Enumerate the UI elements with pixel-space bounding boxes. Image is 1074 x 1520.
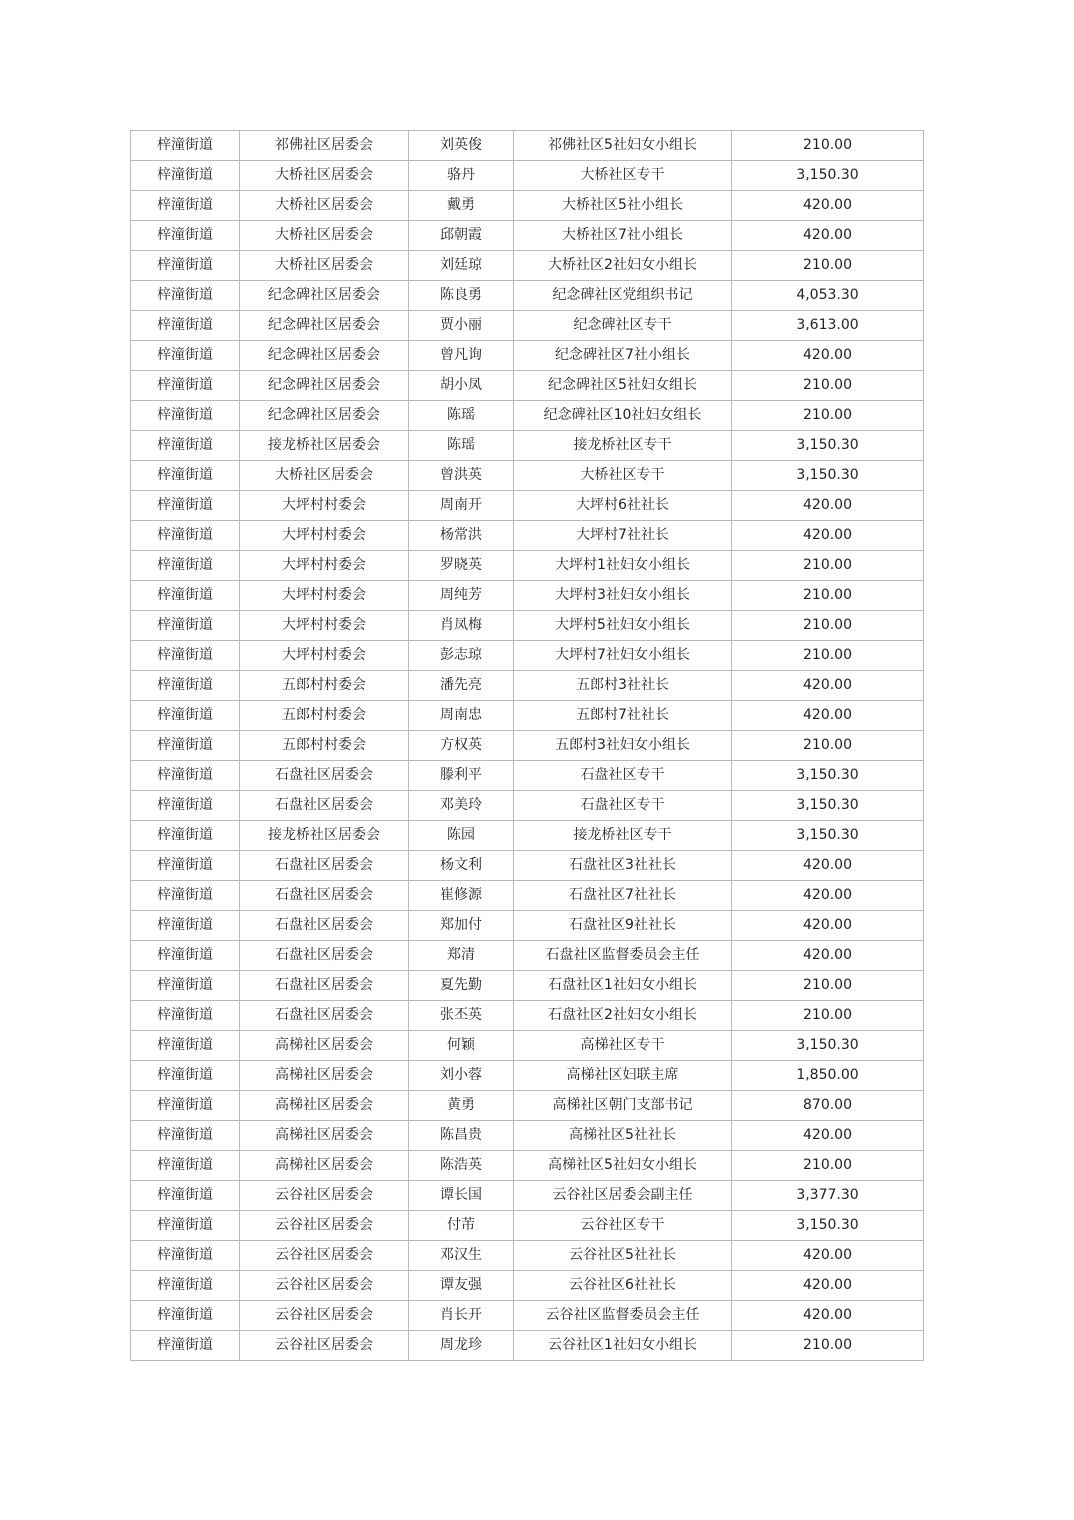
table-row [131, 821, 924, 851]
name-cell: 崔修源 [409, 881, 514, 911]
street-cell: 梓潼街道 [131, 911, 240, 941]
committee-cell: 高梯社区居委会 [240, 1031, 409, 1061]
street-cell: 梓潼街道 [131, 941, 240, 971]
table-row [131, 731, 924, 761]
position-cell: 接龙桥社区专干 [514, 821, 732, 851]
position-cell: 石盘社区专干 [514, 761, 732, 791]
position-cell: 高梯社区妇联主席 [514, 1061, 732, 1091]
street-cell: 梓潼街道 [131, 191, 240, 221]
committee-cell: 大坪村村委会 [240, 611, 409, 641]
table-row [131, 1151, 924, 1181]
committee-cell: 石盘社区居委会 [240, 971, 409, 1001]
name-cell: 周纯芳 [409, 581, 514, 611]
committee-cell: 云谷社区居委会 [240, 1211, 409, 1241]
position-cell: 云谷社区居委会副主任 [514, 1181, 732, 1211]
amount-cell: 420.00 [732, 191, 924, 221]
committee-cell: 云谷社区居委会 [240, 1271, 409, 1301]
amount-cell: 420.00 [732, 881, 924, 911]
name-cell: 周南开 [409, 491, 514, 521]
committee-cell: 纪念碑社区居委会 [240, 401, 409, 431]
position-cell: 大坪村1社妇女小组长 [514, 551, 732, 581]
street-cell: 梓潼街道 [131, 1241, 240, 1271]
position-cell: 高梯社区5社妇女小组长 [514, 1151, 732, 1181]
position-cell: 云谷社区5社社长 [514, 1241, 732, 1271]
amount-cell: 210.00 [732, 1151, 924, 1181]
table-row [131, 431, 924, 461]
committee-cell: 接龙桥社区居委会 [240, 431, 409, 461]
street-cell: 梓潼街道 [131, 851, 240, 881]
amount-cell: 3,150.30 [732, 821, 924, 851]
street-cell: 梓潼街道 [131, 1121, 240, 1151]
table-row [131, 1181, 924, 1211]
table-row [131, 611, 924, 641]
name-cell: 陈园 [409, 821, 514, 851]
table-row [131, 1271, 924, 1301]
position-cell: 大坪村7社妇女小组长 [514, 641, 732, 671]
amount-cell: 3,150.30 [732, 761, 924, 791]
committee-cell: 大坪村村委会 [240, 551, 409, 581]
amount-cell: 210.00 [732, 131, 924, 161]
table-row [131, 881, 924, 911]
name-cell: 郑加付 [409, 911, 514, 941]
amount-cell: 420.00 [732, 851, 924, 881]
position-cell: 纪念碑社区5社妇女组长 [514, 371, 732, 401]
table-row [131, 641, 924, 671]
street-cell: 梓潼街道 [131, 161, 240, 191]
table-row [131, 1211, 924, 1241]
street-cell: 梓潼街道 [131, 761, 240, 791]
table-row [131, 581, 924, 611]
name-cell: 罗晓英 [409, 551, 514, 581]
table-row [131, 281, 924, 311]
street-cell: 梓潼街道 [131, 1151, 240, 1181]
street-cell: 梓潼街道 [131, 1061, 240, 1091]
table-row [131, 551, 924, 581]
name-cell: 滕利平 [409, 761, 514, 791]
name-cell: 邓美玲 [409, 791, 514, 821]
table-row [131, 251, 924, 281]
amount-cell: 1,850.00 [732, 1061, 924, 1091]
amount-cell: 210.00 [732, 971, 924, 1001]
committee-cell: 云谷社区居委会 [240, 1301, 409, 1331]
amount-cell: 420.00 [732, 1271, 924, 1301]
committee-cell: 高梯社区居委会 [240, 1151, 409, 1181]
name-cell: 刘英俊 [409, 131, 514, 161]
table-row [131, 851, 924, 881]
amount-cell: 3,150.30 [732, 161, 924, 191]
name-cell: 潘先亮 [409, 671, 514, 701]
position-cell: 大桥社区2社妇女小组长 [514, 251, 732, 281]
name-cell: 贾小丽 [409, 311, 514, 341]
position-cell: 高梯社区专干 [514, 1031, 732, 1061]
position-cell: 大坪村7社社长 [514, 521, 732, 551]
amount-cell: 210.00 [732, 731, 924, 761]
street-cell: 梓潼街道 [131, 1091, 240, 1121]
amount-cell: 3,377.30 [732, 1181, 924, 1211]
table-row [131, 371, 924, 401]
amount-cell: 870.00 [732, 1091, 924, 1121]
street-cell: 梓潼街道 [131, 551, 240, 581]
amount-cell: 210.00 [732, 371, 924, 401]
position-cell: 高梯社区5社社长 [514, 1121, 732, 1151]
name-cell: 黄勇 [409, 1091, 514, 1121]
table-row [131, 701, 924, 731]
name-cell: 何颖 [409, 1031, 514, 1061]
position-cell: 大桥社区7社小组长 [514, 221, 732, 251]
position-cell: 石盘社区1社妇女小组长 [514, 971, 732, 1001]
name-cell: 肖长开 [409, 1301, 514, 1331]
position-cell: 接龙桥社区专干 [514, 431, 732, 461]
amount-cell: 3,150.30 [732, 791, 924, 821]
position-cell: 云谷社区专干 [514, 1211, 732, 1241]
committee-cell: 石盘社区居委会 [240, 911, 409, 941]
amount-cell: 210.00 [732, 581, 924, 611]
position-cell: 纪念碑社区党组织书记 [514, 281, 732, 311]
position-cell: 大坪村3社妇女小组长 [514, 581, 732, 611]
amount-cell: 420.00 [732, 941, 924, 971]
name-cell: 戴勇 [409, 191, 514, 221]
table-row [131, 191, 924, 221]
name-cell: 付芾 [409, 1211, 514, 1241]
position-cell: 大桥社区专干 [514, 161, 732, 191]
street-cell: 梓潼街道 [131, 311, 240, 341]
position-cell: 云谷社区监督委员会主任 [514, 1301, 732, 1331]
committee-cell: 大坪村村委会 [240, 581, 409, 611]
amount-cell: 420.00 [732, 1121, 924, 1151]
committee-cell: 石盘社区居委会 [240, 941, 409, 971]
amount-cell: 420.00 [732, 671, 924, 701]
street-cell: 梓潼街道 [131, 461, 240, 491]
committee-cell: 石盘社区居委会 [240, 881, 409, 911]
committee-cell: 石盘社区居委会 [240, 791, 409, 821]
position-cell: 五郎村3社妇女小组长 [514, 731, 732, 761]
name-cell: 陈瑶 [409, 431, 514, 461]
committee-cell: 大桥社区居委会 [240, 161, 409, 191]
street-cell: 梓潼街道 [131, 131, 240, 161]
position-cell: 五郎村3社社长 [514, 671, 732, 701]
table-row [131, 401, 924, 431]
position-cell: 大桥社区5社小组长 [514, 191, 732, 221]
committee-cell: 五郎村村委会 [240, 671, 409, 701]
street-cell: 梓潼街道 [131, 281, 240, 311]
name-cell: 彭志琼 [409, 641, 514, 671]
amount-cell: 4,053.30 [732, 281, 924, 311]
amount-cell: 420.00 [732, 221, 924, 251]
name-cell: 胡小凤 [409, 371, 514, 401]
name-cell: 曾洪英 [409, 461, 514, 491]
street-cell: 梓潼街道 [131, 581, 240, 611]
name-cell: 陈良勇 [409, 281, 514, 311]
table-row [131, 491, 924, 521]
position-cell: 纪念碑社区专干 [514, 311, 732, 341]
amount-cell: 210.00 [732, 641, 924, 671]
committee-cell: 大桥社区居委会 [240, 461, 409, 491]
name-cell: 谭长国 [409, 1181, 514, 1211]
name-cell: 周南忠 [409, 701, 514, 731]
street-cell: 梓潼街道 [131, 341, 240, 371]
street-cell: 梓潼街道 [131, 221, 240, 251]
committee-cell: 高梯社区居委会 [240, 1061, 409, 1091]
committee-cell: 云谷社区居委会 [240, 1241, 409, 1271]
street-cell: 梓潼街道 [131, 371, 240, 401]
table-row [131, 761, 924, 791]
committee-cell: 石盘社区居委会 [240, 761, 409, 791]
street-cell: 梓潼街道 [131, 1001, 240, 1031]
name-cell: 夏先勤 [409, 971, 514, 1001]
name-cell: 方权英 [409, 731, 514, 761]
position-cell: 石盘社区专干 [514, 791, 732, 821]
street-cell: 梓潼街道 [131, 881, 240, 911]
table-row [131, 341, 924, 371]
position-cell: 石盘社区3社社长 [514, 851, 732, 881]
committee-cell: 五郎村村委会 [240, 701, 409, 731]
position-cell: 云谷社区6社社长 [514, 1271, 732, 1301]
street-cell: 梓潼街道 [131, 971, 240, 1001]
name-cell: 刘小蓉 [409, 1061, 514, 1091]
committee-cell: 石盘社区居委会 [240, 1001, 409, 1031]
table-row [131, 671, 924, 701]
amount-cell: 3,150.30 [732, 461, 924, 491]
committee-cell: 大桥社区居委会 [240, 221, 409, 251]
position-cell: 石盘社区监督委员会主任 [514, 941, 732, 971]
committee-cell: 纪念碑社区居委会 [240, 341, 409, 371]
street-cell: 梓潼街道 [131, 791, 240, 821]
table-row [131, 971, 924, 1001]
table-row [131, 161, 924, 191]
position-cell: 石盘社区2社妇女小组长 [514, 1001, 732, 1031]
amount-cell: 3,150.30 [732, 431, 924, 461]
position-cell: 纪念碑社区7社小组长 [514, 341, 732, 371]
table-row [131, 791, 924, 821]
amount-cell: 420.00 [732, 1301, 924, 1331]
street-cell: 梓潼街道 [131, 1031, 240, 1061]
committee-cell: 大坪村村委会 [240, 521, 409, 551]
amount-cell: 420.00 [732, 1241, 924, 1271]
name-cell: 陈浩英 [409, 1151, 514, 1181]
table-row [131, 1031, 924, 1061]
committee-cell: 石盘社区居委会 [240, 851, 409, 881]
amount-cell: 420.00 [732, 911, 924, 941]
amount-cell: 3,613.00 [732, 311, 924, 341]
committee-cell: 接龙桥社区居委会 [240, 821, 409, 851]
committee-cell: 五郎村村委会 [240, 731, 409, 761]
name-cell: 杨文利 [409, 851, 514, 881]
table-row [131, 1061, 924, 1091]
amount-cell: 420.00 [732, 341, 924, 371]
table-row [131, 1301, 924, 1331]
table-row [131, 521, 924, 551]
street-cell: 梓潼街道 [131, 731, 240, 761]
position-cell: 大坪村5社妇女小组长 [514, 611, 732, 641]
name-cell: 曾凡询 [409, 341, 514, 371]
street-cell: 梓潼街道 [131, 491, 240, 521]
amount-cell: 210.00 [732, 551, 924, 581]
street-cell: 梓潼街道 [131, 1181, 240, 1211]
name-cell: 骆丹 [409, 161, 514, 191]
amount-cell: 3,150.30 [732, 1031, 924, 1061]
name-cell: 陈瑶 [409, 401, 514, 431]
amount-cell: 210.00 [732, 1001, 924, 1031]
table-row [131, 1091, 924, 1121]
position-cell: 五郎村7社社长 [514, 701, 732, 731]
committee-cell: 纪念碑社区居委会 [240, 371, 409, 401]
committee-cell: 高梯社区居委会 [240, 1091, 409, 1121]
table-row [131, 1331, 924, 1361]
committee-cell: 纪念碑社区居委会 [240, 281, 409, 311]
committee-cell: 大桥社区居委会 [240, 251, 409, 281]
amount-cell: 420.00 [732, 701, 924, 731]
amount-cell: 210.00 [732, 401, 924, 431]
subsidy-table [130, 130, 924, 1361]
name-cell: 杨常洪 [409, 521, 514, 551]
name-cell: 张丕英 [409, 1001, 514, 1031]
committee-cell: 云谷社区居委会 [240, 1331, 409, 1361]
table-row [131, 941, 924, 971]
table-row [131, 1241, 924, 1271]
position-cell: 高梯社区朝门支部书记 [514, 1091, 732, 1121]
committee-cell: 祁佛社区居委会 [240, 131, 409, 161]
position-cell: 祁佛社区5社妇女小组长 [514, 131, 732, 161]
name-cell: 周龙珍 [409, 1331, 514, 1361]
street-cell: 梓潼街道 [131, 431, 240, 461]
position-cell: 云谷社区1社妇女小组长 [514, 1331, 732, 1361]
street-cell: 梓潼街道 [131, 701, 240, 731]
name-cell: 郑清 [409, 941, 514, 971]
street-cell: 梓潼街道 [131, 401, 240, 431]
street-cell: 梓潼街道 [131, 1301, 240, 1331]
amount-cell: 210.00 [732, 251, 924, 281]
street-cell: 梓潼街道 [131, 611, 240, 641]
street-cell: 梓潼街道 [131, 641, 240, 671]
name-cell: 刘廷琼 [409, 251, 514, 281]
table-row [131, 1001, 924, 1031]
table-row [131, 1121, 924, 1151]
street-cell: 梓潼街道 [131, 521, 240, 551]
name-cell: 邱朝霞 [409, 221, 514, 251]
position-cell: 大坪村6社社长 [514, 491, 732, 521]
amount-cell: 3,150.30 [732, 1211, 924, 1241]
position-cell: 大桥社区专干 [514, 461, 732, 491]
committee-cell: 高梯社区居委会 [240, 1121, 409, 1151]
table-row [131, 311, 924, 341]
name-cell: 谭友强 [409, 1271, 514, 1301]
committee-cell: 大坪村村委会 [240, 491, 409, 521]
amount-cell: 420.00 [732, 521, 924, 551]
amount-cell: 210.00 [732, 611, 924, 641]
street-cell: 梓潼街道 [131, 1271, 240, 1301]
street-cell: 梓潼街道 [131, 671, 240, 701]
table-row [131, 221, 924, 251]
position-cell: 纪念碑社区10社妇女组长 [514, 401, 732, 431]
table-row [131, 131, 924, 161]
street-cell: 梓潼街道 [131, 251, 240, 281]
committee-cell: 纪念碑社区居委会 [240, 311, 409, 341]
position-cell: 石盘社区7社社长 [514, 881, 732, 911]
amount-cell: 420.00 [732, 491, 924, 521]
street-cell: 梓潼街道 [131, 1331, 240, 1361]
position-cell: 石盘社区9社社长 [514, 911, 732, 941]
name-cell: 邓汉生 [409, 1241, 514, 1271]
table-row [131, 461, 924, 491]
street-cell: 梓潼街道 [131, 1211, 240, 1241]
committee-cell: 云谷社区居委会 [240, 1181, 409, 1211]
committee-cell: 大桥社区居委会 [240, 191, 409, 221]
name-cell: 肖凤梅 [409, 611, 514, 641]
committee-cell: 大坪村村委会 [240, 641, 409, 671]
street-cell: 梓潼街道 [131, 821, 240, 851]
table-row [131, 911, 924, 941]
amount-cell: 210.00 [732, 1331, 924, 1361]
table-body [131, 131, 924, 1361]
name-cell: 陈昌贵 [409, 1121, 514, 1151]
